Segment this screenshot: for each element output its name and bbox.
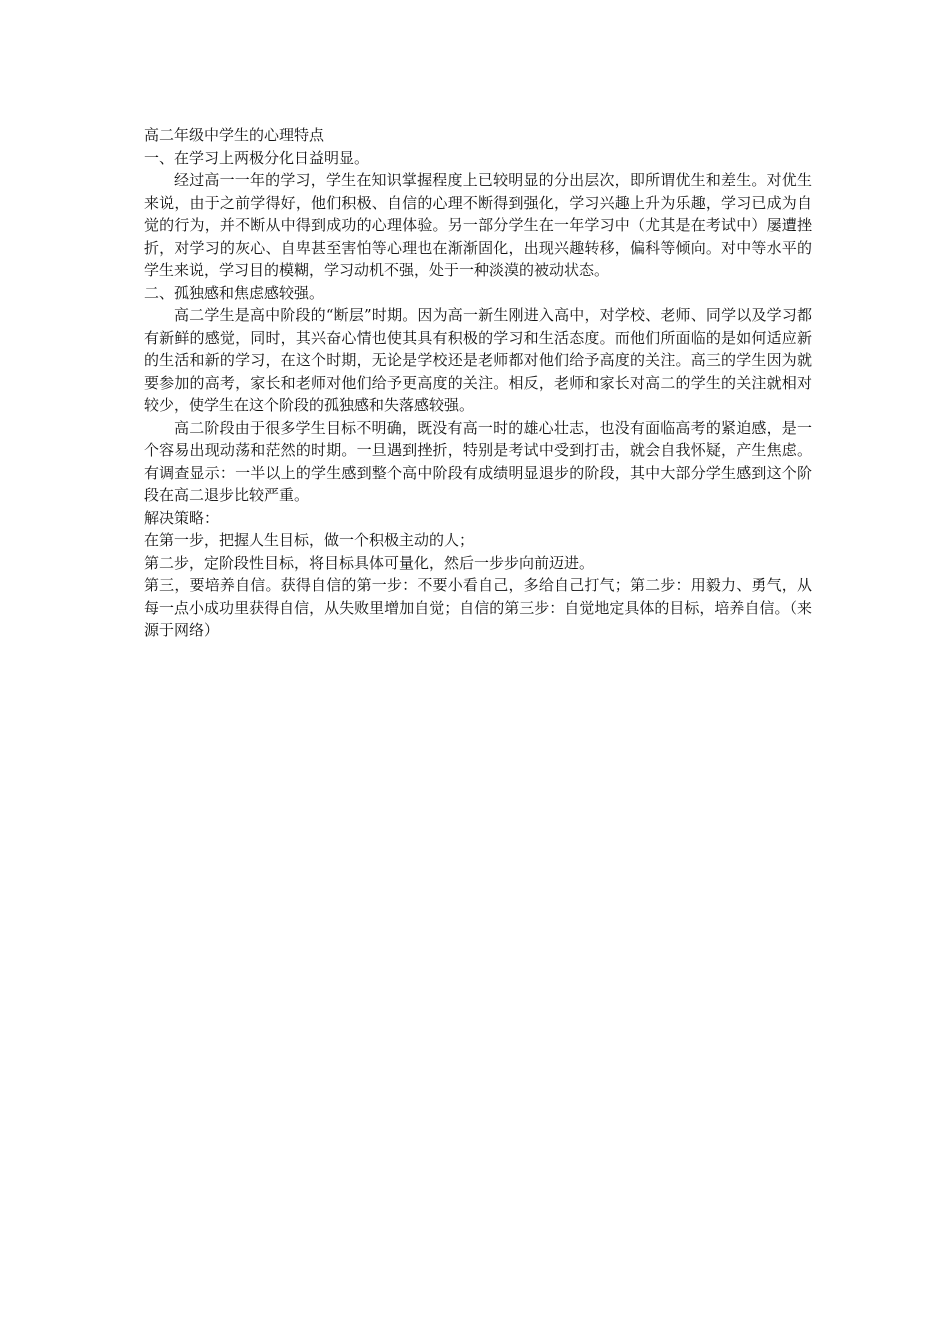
document-body [144,124,812,642]
strategy-step-1: 在第一步，把握人生目标，做一个积极主动的人； [144,531,475,549]
strategies-heading: 解决策略： [144,508,220,527]
strategy-step-2: 第二步，定阶段性目标，将目标具体可量化，然后一步步向前迈进。 [144,553,595,572]
section-1-paragraph: 经过高一一年的学习，学生在知识掌握程度上已较明显的分出层次，即所谓优生和差生。对优生来说，由于之前学得好，他们积极、自信的心理不断得到强化，学习兴趣上升为乐趣，学习已成为自觉的行为，并不断从中得到成功的心理体验。另一部分学生在一年学习中（尤其是在考试中）屡遭挫折，对学习的灰心、自卑甚至害怕等心理也在渐渐固化，出现兴趣转移，偏科等倾向。对中等水平的学生来说，学习目的模糊，学习动机不强，处于一种淡漠的被动状态。 [144,171,812,279]
document-title: 高二年级中学生的心理特点 [144,126,325,144]
section-1-heading: 一、在学习上两极分化日益明显。 [144,148,370,167]
section-2-paragraph-2: 高二阶段由于很多学生目标不明确，既没有高一时的雄心壮志，也没有面临高考的紧迫感，是一个容易出现动荡和茫然的时期。一旦遇到挫折，特别是考试中受到打击，就会自我怀疑，产生焦虑。有调查显示：一半以上的学生感到整个高中阶段有成绩明显退步的阶段，其中大部分学生感到这个阶段在高二退步比较严重。 [144,418,812,504]
section-2-heading: 二、孤独感和焦虑感较强。 [144,283,325,302]
section-2-paragraph-1: 高二学生是高中阶段的“断层”时期。因为高一新生刚进入高中，对学校、老师、同学以及学习都有新鲜的感觉，同时，其兴奋心情也使其具有积极的学习和生活态度。而他们所面临的是如何适应新的生活和新的学习，在这个时期，无论是学校还是老师都对他们给予高度的关注。高三的学生因为就要参加的高考，家长和老师对他们给予更高度的关注。相反，老师和家长对高二的学生的关注就相对较少，使学生在这个阶段的孤独感和失落感较强。 [144,306,812,414]
strategy-step-3: 第三，要培养自信。获得自信的第一步：不要小看自己，多给自己打气；第二步：用毅力、勇气，从每一点小成功里获得自信，从失败里增加自觉；自信的第三步：自觉地定具体的目标，培养自信。（来源于网络） [144,576,812,639]
